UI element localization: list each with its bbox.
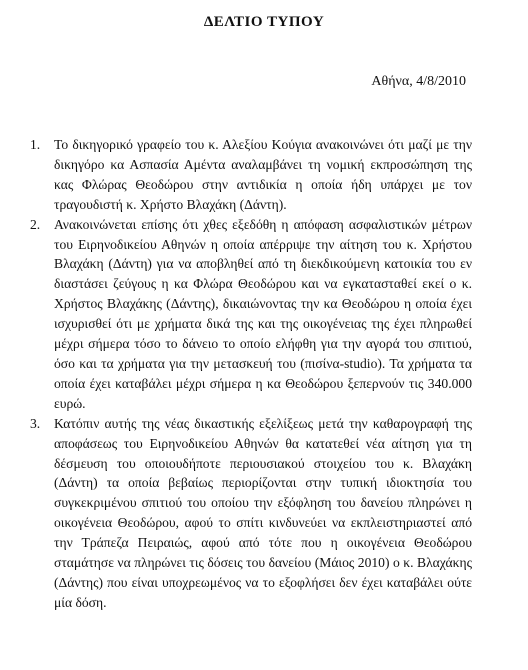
list-item-text: Κατόπιν αυτής της νέας δικαστικής εξελίξεως μετά την καθαρογραφή της αποφάσεως του Ειρηνοδικείου Αθηνών θα κατατεθεί νέα αίτηση για τη δέσμευση του οποιουδήποτε περιουσιακού στοιχείου του κ. Βλαχάκη (Δάντη) τα οποία βεβαίως περιορίζονται στην τυπική ιδιοκτησία του συγκεκριμένου σπιτιού του οποίου την εξόφληση του δανείου πληρώνει η οικογένεια Θεοδώρου, αφού το σπίτι κινδυνεύει να εκπλειστηριαστεί από την Τράπεζα Πειραιώς, αφού από τότε που η οικογένεια Θεοδώρου σταμάτησε να πληρώνει τις δόσεις του δανείου (Μάιος 2010) ο κ. Βλαχάκης (Δάντης) που είναι υποχρεωμένος να το εξοφλήσει δεν έχει καταβάλει ούτε μία δόση. <box>54 415 472 610</box>
list-item-number: 3. <box>30 415 41 431</box>
list-item-number: 1. <box>30 137 41 152</box>
list-item <box>30 414 472 613</box>
list-item-text: Ανακοινώνεται επίσης ότι χθες εξεδόθη η απόφαση ασφαλιστικών μέτρων του Ειρηνοδικείου Αθηνών η οποία απέρριψε την αίτηση του κ. Χρήστου Βλαχάκη (Δάντη) για να αποβληθεί από τη διεκδικούμενη κατοικία του εν διαστάσει ζεύγους η κα Φλώρα Θεοδώρου και να εγκατασταθεί εκεί ο κ. Χρήστος Βλαχάκης (Δάντης), δικαιώνοντας την κα Θεοδώρου η οποία έχει ισχυρισθεί ότι με χρήματα δικά της και της οικογένειας της έχει πληρωθεί μέχρι σήμερα τόσο το δάνειο το οποίο ελήφθη για την αγορά του σπιτιού, όσο και τα χρήματα για την μετασκευή του (πισίνα-studio). Τα χρήματα τα οποία έχει καταβάλει μέχρι σήμερα η κα Θεοδώρου ξεπερνούν τις 340.000 ευρώ. <box>54 216 472 411</box>
list-item <box>30 135 472 215</box>
list-item-text: Το δικηγορικό γραφείο του κ. Αλεξίου Κούγια ανακοινώνει ότι μαζί με την δικηγόρο κα Ασπασία Αμέντα αναλαμβάνει τη νομική εκπροσώπηση της κας Φλώρας Θεοδώρου στην αντιδικία η οποία ήδη υπάρχει με τον τραγουδιστή κ. Χρήστο Βλαχάκη (Δάντη). <box>54 137 472 212</box>
list-item <box>30 215 472 414</box>
numbered-list <box>30 135 472 613</box>
list-item-number: 2. <box>30 216 41 232</box>
document-title: ΔΕΛΤΙΟ ΤΥΠΟΥ <box>203 14 325 30</box>
document-date: Αθήνα, 4/8/2010 <box>371 74 466 89</box>
